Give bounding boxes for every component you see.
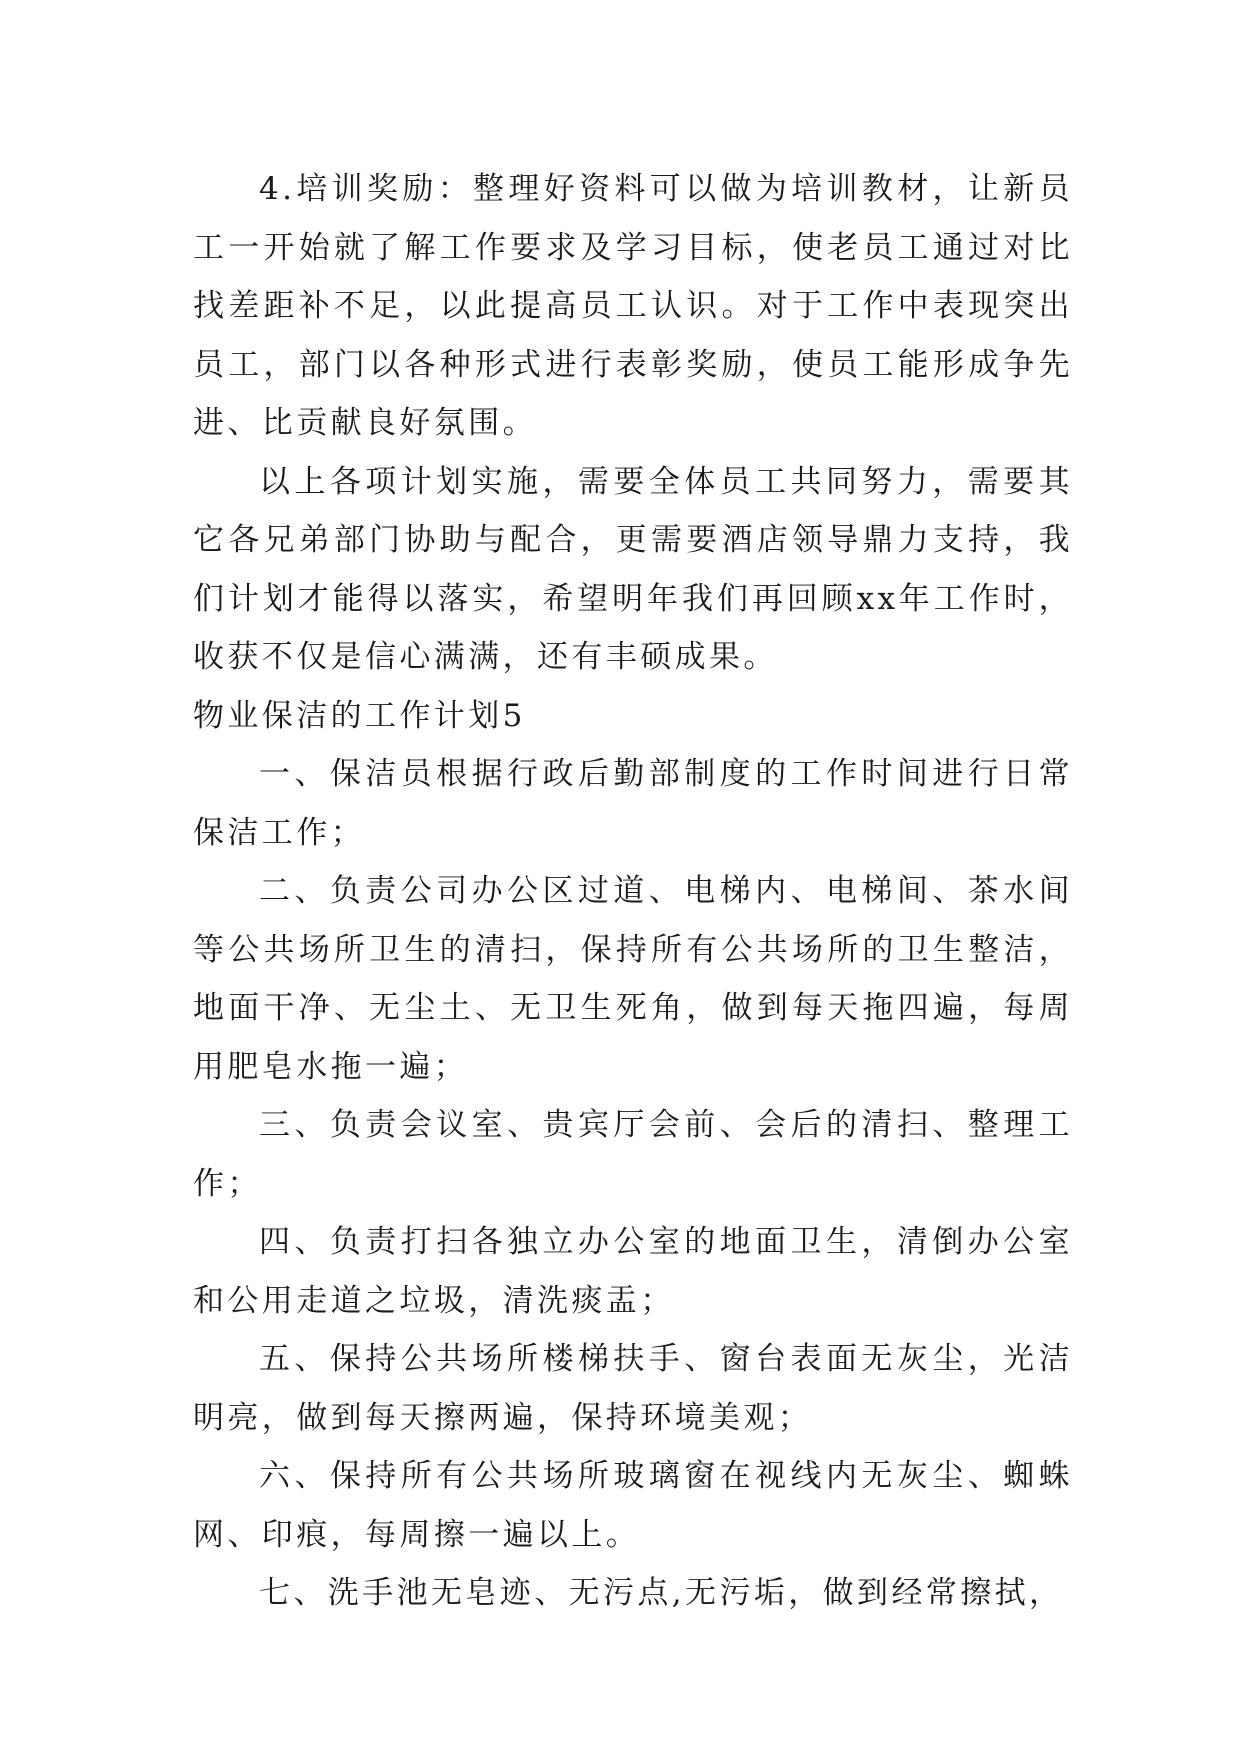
paragraph-item-3: 三、负责会议室、贵宾厅会前、会后的清扫、整理工作； [193,1107,1073,1202]
paragraph-training-rewards: 4.培训奖励：整理好资料可以做为培训教材，让新员工一开始就了解工作要求及学习目标，使老员工通过对比找差距补不足，以此提高员工认识。对于工作中表现突出员工，部门以各种形式进行表彰奖励，使员工能形成争先进、比贡献良好氛围。 [193,171,1073,441]
document-body [193,160,1073,1623]
paragraph-item-7: 七、洗手池无皂迹、无污点,无污垢，做到经常擦拭， [259,1575,1064,1611]
section-heading: 物业保洁的工作计划5 [193,697,526,734]
paragraph-item-5: 五、保持公共场所楼梯扶手、窗台表面无灰尘，光洁明亮，做到每天擦两遍，保持环境美观； [193,1341,1073,1436]
paragraph-item-6: 六、保持所有公共场所玻璃窗在视线内无灰尘、蜘蛛网、印痕，每周擦一遍以上。 [193,1458,1073,1553]
paragraph-item-4: 四、负责打扫各独立办公室的地面卫生，清倒办公室和公用走道之垃圾，清洗痰盂； [193,1224,1073,1319]
paragraph-item-2: 二、负责公司办公区过道、电梯内、电梯间、茶水间等公共场所卫生的清扫，保持所有公共场所的卫生整洁，地面干净、无尘土、无卫生死角，做到每天拖四遍，每周用肥皂水拖一遍； [193,873,1073,1085]
paragraph-item-1: 一、保洁员根据行政后勤部制度的工作时间进行日常保洁工作； [193,756,1073,851]
paragraph-plan-implementation: 以上各项计划实施，需要全体员工共同努力，需要其它各兄弟部门协助与配合，更需要酒店领导鼎力支持，我们计划才能得以落实，希望明年我们再回顾xx年工作时，收获不仅是信心满满，还有丰硕成果。 [193,463,1073,675]
